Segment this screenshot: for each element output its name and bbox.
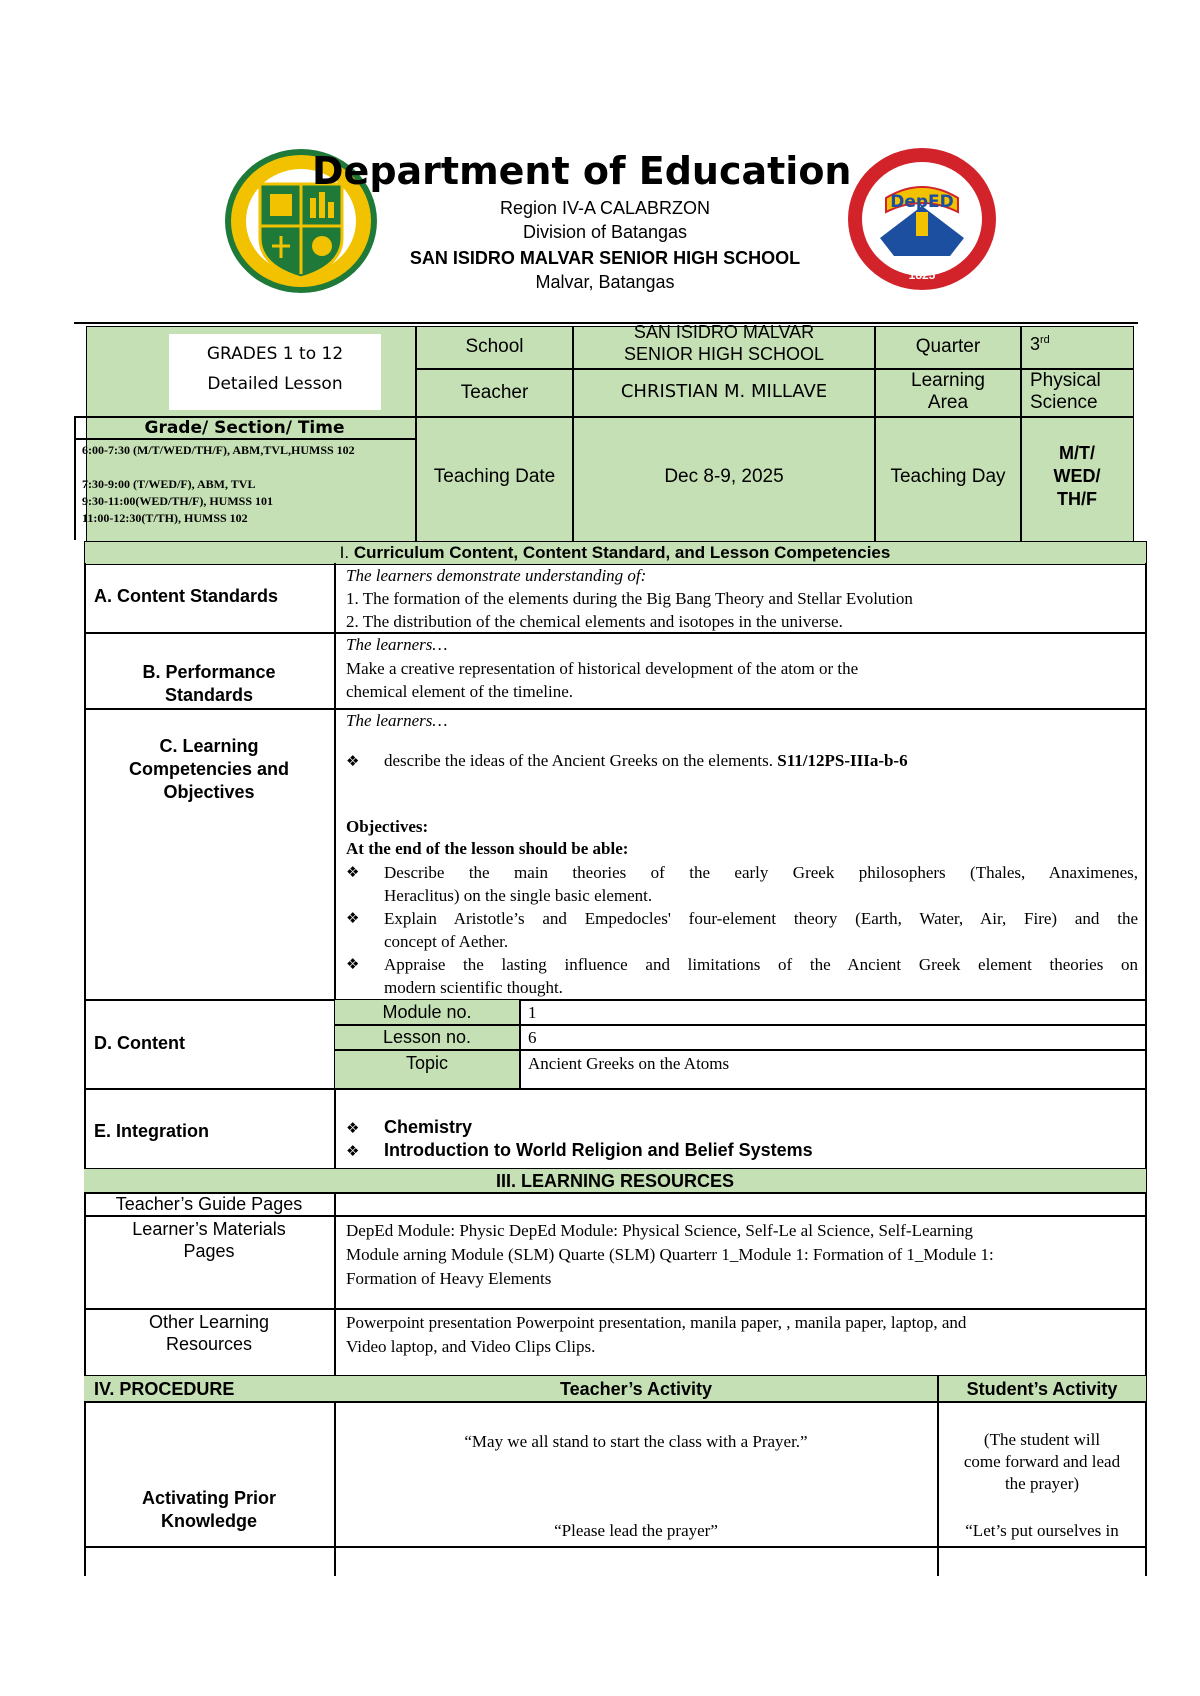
resources-header: III. LEARNING RESOURCES <box>495 1171 735 1191</box>
other-resources-label-2: Resources <box>165 1334 253 1354</box>
bullet-icon: ❖ <box>346 909 360 927</box>
objective-1-line1: Describe the main theories of the early Greek philosophers (Thales, Anaximenes, <box>384 863 1138 882</box>
seal-year: 1825 <box>908 268 936 282</box>
diamond-bullet-icon: ❖ <box>346 752 360 770</box>
grades-label: GRADES 1 to 12 <box>206 344 344 364</box>
teaching-day-label: Teaching Day <box>890 466 1006 487</box>
learning-area-value-1: Physical <box>1030 370 1101 391</box>
student-activity-line-3: the prayer) <box>1004 1474 1080 1493</box>
other-resources-value-1: Powerpoint presentation Powerpoint presentation, manila paper, , manila paper, laptop, and <box>346 1313 967 1332</box>
performance-line-2: chemical element of the timeline. <box>346 682 574 701</box>
teacher-activity-header: Teacher’s Activity <box>559 1379 713 1399</box>
competency-code: S11/12PS-IIIa-b-6 <box>777 751 908 770</box>
learning-area-label-2: Area <box>927 392 969 413</box>
department-title: Department of Education <box>312 149 852 193</box>
other-resources-value-2: Video laptop, and Video Clips Clips. <box>346 1337 596 1356</box>
objectives-title: Objectives: <box>346 817 429 836</box>
schedule-line-2: 7:30-9:00 (T/WED/F), ABM, TVL <box>82 477 256 491</box>
content-standards-intro: The learners demonstrate understanding of: <box>346 566 647 585</box>
right-division-seal <box>846 146 998 292</box>
bullet-icon: ❖ <box>346 1142 360 1160</box>
division-line: Division of Batangas <box>522 222 688 242</box>
teaching-date-label: Teaching Date <box>433 466 556 487</box>
section-1-prefix: I. <box>339 543 354 562</box>
competencies-label-1: C. Learning <box>159 736 259 756</box>
learning-area-label-1: Learning <box>911 370 985 391</box>
integration-label: E. Integration <box>94 1121 210 1141</box>
performance-intro: The learners… <box>346 635 448 654</box>
module-value: 1 <box>528 1003 537 1022</box>
procedure-header: IV. PROCEDURE <box>94 1379 235 1399</box>
learning-area-value-2: Science <box>1030 392 1098 413</box>
detailed-lesson-label: Detailed Lesson <box>207 374 343 394</box>
competency-text: describe the ideas of the Ancient Greeks on the elements. <box>384 751 773 770</box>
teacher-activity-line-1: “May we all stand to start the class with a Prayer.” <box>464 1432 808 1451</box>
learners-materials-value-3: Formation of Heavy Elements <box>346 1269 552 1288</box>
info-table <box>74 322 1138 542</box>
section-1-title: Curriculum Content, Content Standard, and Lesson Competencies <box>353 543 891 562</box>
performance-standards-label-1: B. Performance <box>142 662 276 682</box>
topic-value: Ancient Greeks on the Atoms <box>528 1054 730 1073</box>
teacher-value: CHRISTIAN M. MILLAVE <box>620 381 828 402</box>
module-label: Module no. <box>382 1002 472 1022</box>
teacher-label: Teacher <box>460 382 529 403</box>
objective-item-3 <box>346 953 1138 999</box>
content-standard-item-1: 1. The formation of the elements during the Big Bang Theory and Stellar Evolution <box>346 589 913 608</box>
grade-section-label: Grade/ Section/ Time <box>144 418 345 438</box>
objective-2-line2: concept of Aether. <box>384 932 509 951</box>
integration-item-2 <box>346 1139 813 1163</box>
learners-materials-value-1: DepEd Module: Physic DepEd Module: Physical Science, Self-Le al Science, Self-Learning <box>346 1221 973 1240</box>
content-standard-item-2: 2. The distribution of the chemical elements and isotopes in the universe. <box>346 612 843 631</box>
student-activity-line-4: “Let’s put ourselves in <box>965 1521 1119 1540</box>
competency-item <box>346 750 908 772</box>
quarter-label: Quarter <box>915 336 981 357</box>
bullet-icon: ❖ <box>346 1119 360 1137</box>
content-standards-label: A. Content Standards <box>94 586 279 606</box>
topic-label: Topic <box>405 1053 449 1073</box>
teaching-day-value-1: M/T/ <box>1059 443 1095 463</box>
lesson-value: 6 <box>528 1028 537 1047</box>
schedule-line-1: 6:00-7:30 (M/T/WED/TH/F), ABM,TVL,HUMSS 102 <box>82 443 355 457</box>
school-value-2: SENIOR HIGH SCHOOL <box>623 344 825 364</box>
schedule-line-4: 11:00-12:30(T/TH), HUMSS 102 <box>82 511 248 525</box>
learners-materials-label-1: Learner’s Materials <box>132 1219 286 1239</box>
school-label: School <box>465 336 524 357</box>
bullet-icon: ❖ <box>346 955 360 973</box>
competencies-label-3: Objectives <box>163 782 255 802</box>
teaching-date-value: Dec 8-9, 2025 <box>664 466 784 487</box>
school-value-1: SAN ISIDRO MALVAR <box>633 322 815 342</box>
objective-1-line2: Heraclitus) on the single basic element. <box>384 886 653 905</box>
performance-line-1: Make a creative representation of historical development of the atom or the <box>346 659 859 678</box>
lesson-label: Lesson no. <box>382 1027 472 1047</box>
integration-item-1-text: Chemistry <box>384 1117 473 1137</box>
activating-prior-label-2: Knowledge <box>160 1511 257 1531</box>
school-name-line: SAN ISIDRO MALVAR SENIOR HIGH SCHOOL <box>409 248 801 268</box>
activating-prior-label-1: Activating Prior <box>141 1488 277 1508</box>
teacher-activity-line-2: “Please lead the prayer” <box>554 1521 718 1540</box>
student-activity-line-1: (The student will <box>983 1430 1101 1449</box>
objective-2-line1: Explain Aristotle’s and Empedocles' four-element theory (Earth, Water, Air, Fire) and the <box>384 909 1138 928</box>
other-resources-label-1: Other Learning <box>148 1312 270 1332</box>
learners-materials-label-2: Pages <box>183 1241 235 1261</box>
quarter-value <box>1030 334 1050 355</box>
competencies-label-2: Competencies and <box>128 759 290 779</box>
objective-3-line1: Appraise the lasting influence and limitations of the Ancient Greek element theories on <box>384 955 1138 974</box>
integration-item-1 <box>346 1116 472 1140</box>
teaching-day-value-2: WED/ <box>1053 466 1101 486</box>
schedule-line-3: 9:30-11:00(WED/TH/F), HUMSS 101 <box>82 494 273 508</box>
teaching-day-value-3: TH/F <box>1057 489 1097 509</box>
location-line: Malvar, Batangas <box>535 272 675 292</box>
quarter-number: 3 <box>1030 334 1041 354</box>
quarter-suffix: rd <box>1040 334 1050 346</box>
integration-item-2-text: Introduction to World Religion and Belief Systems <box>384 1140 813 1160</box>
content-label: D. Content <box>94 1033 185 1053</box>
section-1-header <box>84 543 1146 563</box>
performance-standards-label-2: Standards <box>164 685 254 705</box>
deped-logo-text: DepED <box>890 192 954 212</box>
main-table <box>84 541 1148 1556</box>
learners-materials-value-2: Module arning Module (SLM) Quarte (SLM) Quarterr 1_Module 1: Formation of 1_Module 1: <box>346 1245 994 1264</box>
objectives-intro: At the end of the lesson should be able: <box>346 839 629 858</box>
region-line: Region IV-A CALABRZON <box>499 198 711 218</box>
teachers-guide-label: Teacher’s Guide Pages <box>115 1194 303 1214</box>
student-activity-line-2: come forward and lead <box>963 1452 1121 1471</box>
student-activity-header: Student’s Activity <box>966 1379 1118 1399</box>
objective-item-1 <box>346 861 1138 907</box>
objective-3-line2: modern scientific thought. <box>384 978 563 997</box>
bullet-icon: ❖ <box>346 863 360 881</box>
objective-item-2 <box>346 907 1138 953</box>
competencies-intro: The learners… <box>346 711 448 730</box>
